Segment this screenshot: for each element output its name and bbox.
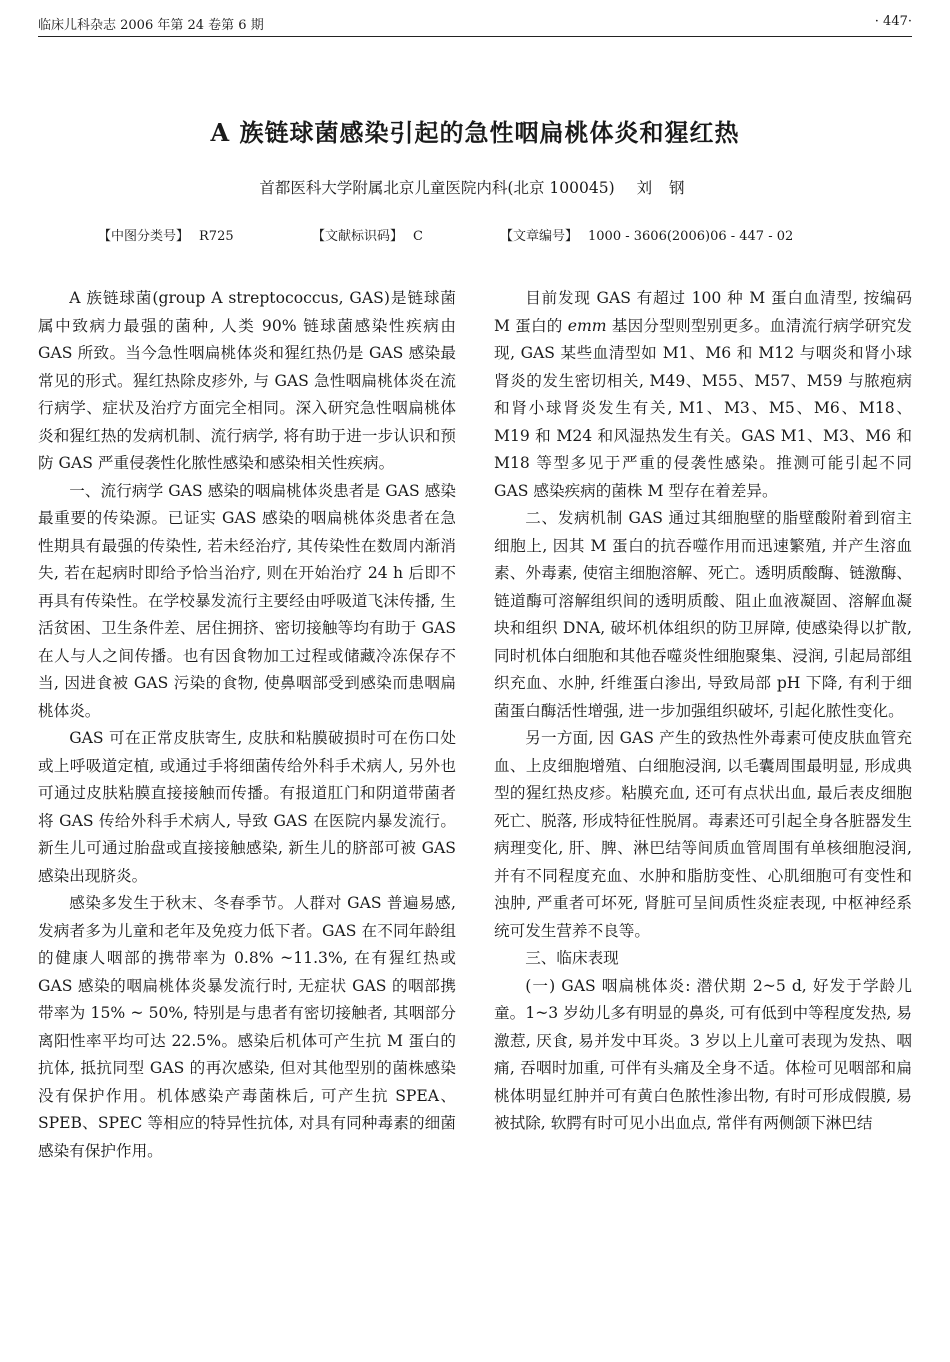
doc-value: C <box>413 229 423 244</box>
doc-label: 【文献标识码】 <box>312 229 404 244</box>
article-label: 【文章编号】 <box>500 229 579 244</box>
left-column <box>38 285 456 1165</box>
article-value: 1000 - 3606(2006)06 - 447 - 02 <box>588 229 794 244</box>
author-name: 刘 钢 <box>636 179 691 197</box>
clc-label: 【中图分类号】 <box>98 229 190 244</box>
page-number: · 447· <box>874 14 912 29</box>
epidemiology-paragraph: 一、流行病学 GAS 感染的咽扁桃体炎患者是 GAS 感染最重要的传染源。已证实 GAS 感染的咽扁桃体炎患者在急性期具有最强的传染性, 若未经治疗, 其传染性在数周内渐消失, 若在起病时即给予恰当治疗, 则在开始治疗 24 h 后即不再具有传染性。在学校暴发流行主要经由呼吸道飞沫传播, 生活贫困、卫生条件差、居住拥挤、密切接触等均有助于 GAS 在人与人之间传播。也有因食物加工过程或储藏冷冻保存不当, 因进食被 GAS 污染的食物, 使鼻咽部受到感染而患咽扁桃体炎。 <box>38 481 456 720</box>
document-code <box>312 225 423 244</box>
serotype-text-start: 目前发现 GAS 有超过 100 种 M 蛋白血清型, 按编码 M 蛋白的 <box>494 289 912 335</box>
pathogenesis-paragraph: 二、发病机制 GAS 通过其细胞壁的脂壁酸附着到宿主细胞上, 因其 M 蛋白的抗吞噬作用而迅速繁殖, 并产生溶血素、外毒素, 使宿主细胞溶解、死亡。透明质酸酶、链激酶、链道酶可溶解组织间的透明质酸、阻止血液凝固、溶解血凝块和组织 DNA, 破坏机体组织的防卫屏障, 使感染得以扩散, 同时机体白细胞和其他吞噬炎性细胞聚集、浸润, 引起局部组织充血、水肿, 纤维蛋白渗出, 导致局部 pH 下降, 有利于细菌蛋白酶活性增强, 进一步加强组织破坏, 引起化脓性变化。 <box>494 509 912 720</box>
journal-info: 临床儿科杂志 2006 年第 24 卷第 6 期 <box>38 18 264 33</box>
article-title: A 族链球菌感染引起的急性咽扁桃体炎和猩红热 <box>210 118 740 147</box>
affiliation: 首都医科大学附属北京儿童医院内科(北京 100045) <box>259 179 615 197</box>
running-header <box>38 10 912 37</box>
pharyngitis-paragraph: (一) GAS 咽扁桃体炎: 潜伏期 2~5 d, 好发于学龄儿童。1~3 岁幼儿多有明显的鼻炎, 可有低到中等程度发热, 易激惹, 厌食, 易并发中耳炎。3 岁以上儿童可表现为发热、咽痛, 吞咽时加重, 可伴有头痛及全身不适。体检可见咽部和扁桃体明显红肿并可有黄白色脓性渗出物, 有时可形成假膜, 易被拭除, 软腭有时可见小出血点, 常伴有两侧颌下淋巴结 <box>494 976 912 1132</box>
clc-value: R725 <box>199 229 234 244</box>
serotype-text-end: 基因分型则型别更多。血清流行病学研究发现, GAS 某些血清型如 M1、M6 和 M12 与咽炎和肾小球肾炎的发生密切相关, M49、M55、M57、M59 与脓疱病和肾小球肾炎发生有关, M1、M3、M5、M6、M18、M19 和 M24 和风湿热发生有关。GAS M1、M3、M6 和 M18 等型多见于严重的侵袭性感染。推测可能引起不同 GAS 感染疾病的菌株 M 型存在着差异。 <box>494 316 912 500</box>
susceptibility-paragraph: 感染多发生于秋末、冬春季节。人群对 GAS 普遍易感, 发病者多为儿童和老年及免疫力低下者。GAS 在不同年龄组的健康人咽部的携带率为 0.8% ~11.3%, 在有猩红热或 GAS 感染的咽扁桃体炎暴发流行时, 无症状 GAS 的咽部携带率为 15% ~ 50%, 特别是与患者有密切接触者, 其咽部分离阳性率平均可达 22.5%。感染后机体可产生抗 M 蛋白的抗体, 抵抗同型 GAS 的再次感染, 但对其他型别的菌株感染没有保护作用。机体感染产毒菌株后, 可产生抗 SPEA、SPEB、SPEC 等相应的特异性抗体, 对具有同种毒素的细菌感染有保护作用。 <box>38 894 456 1160</box>
article-number <box>500 225 793 244</box>
serotype-paragraph <box>494 285 912 505</box>
author-line <box>0 176 950 198</box>
right-column <box>494 285 912 1138</box>
transmission-paragraph: GAS 可在正常皮肤寄生, 皮肤和粘膜破损时可在伤口处或上呼吸道定植, 或通过手将细菌传给外科手术病人, 另外也可通过皮肤粘膜直接接触而传播。有报道肛门和阴道带菌者将 GAS 传给外科手术病人, 导致 GAS 在医院内暴发流行。新生儿可通过胎盘或直接接触感染, 新生儿的脐部可被 GAS 感染出现脐炎。 <box>38 729 456 885</box>
emm-gene: emm <box>567 316 607 335</box>
toxin-paragraph: 另一方面, 因 GAS 产生的致热性外毒素可使皮肤血管充血、上皮细胞增殖、白细胞浸润, 以毛囊周围最明显, 形成典型的猩红热皮疹。粘膜充血, 还可有点状出血, 最后表皮细胞死亡、脱落, 形成特征性脱屑。毒素还可引起全身各脏器发生病理变化, 肝、脾、淋巴结等间质血管周围有单核细胞浸润, 并有不同程度充血、水肿和脂肪变性、心肌细胞可有变性和浊肿, 严重者可坏死, 肾脏可呈间质性炎症表现, 中枢神经系统可发生营养不良等。 <box>494 729 912 940</box>
clinical-section-heading: 三、临床表现 <box>525 949 619 967</box>
intro-paragraph: A 族链球菌(group A streptococcus, GAS)是链球菌属中致病力最强的菌种, 人类 90% 链球菌感染性疾病由 GAS 所致。当今急性咽扁桃体炎和猩红热仍是 GAS 感染最常见的形式。猩红热除皮疹外, 与 GAS 急性咽扁桃体炎在流行病学、症状及治疗方面完全相同。深入研究急性咽扁桃体炎和猩红热的发病机制、流行病学, 将有助于进一步认识和预防 GAS 严重侵袭性化脓性感染和感染相关性疾病。 <box>38 289 456 472</box>
clc-number <box>98 225 234 244</box>
